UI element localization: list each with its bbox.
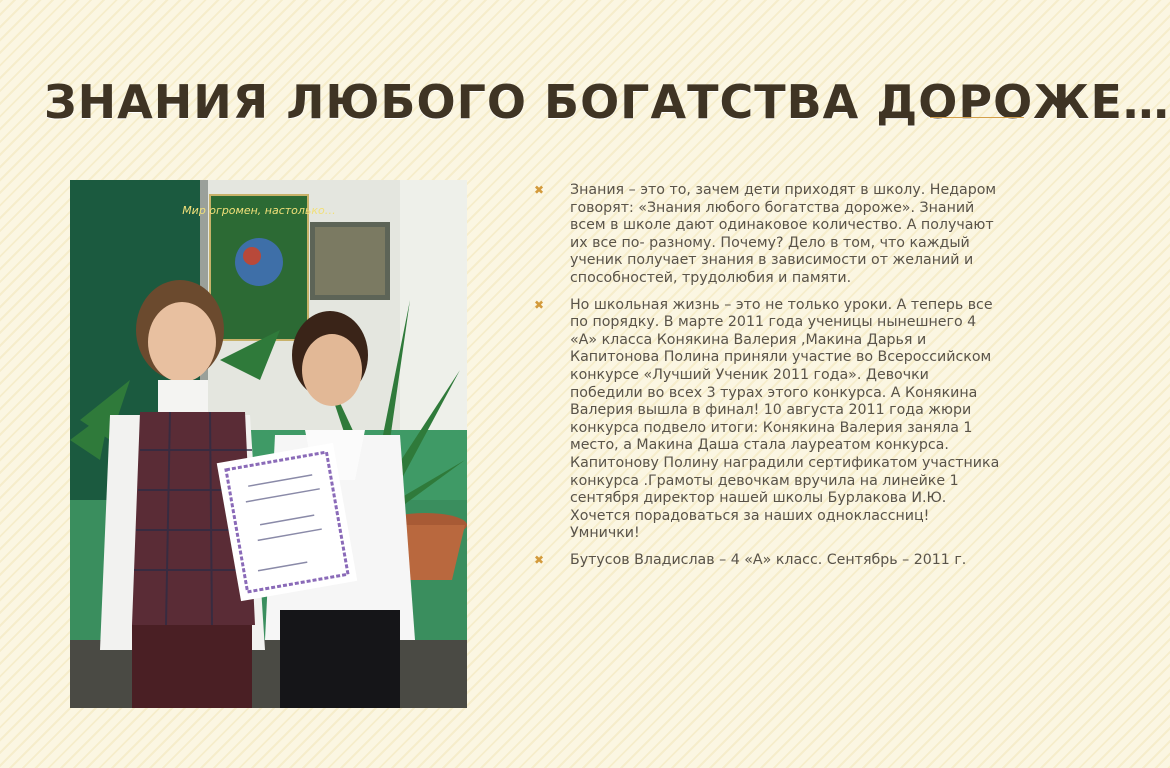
x-bullet-icon: ✖ xyxy=(534,552,545,567)
title-divider xyxy=(930,117,1024,118)
slide-photo xyxy=(70,180,467,708)
x-bullet-icon: ✖ xyxy=(534,183,545,197)
poster-text: Мир огромен, настолько… xyxy=(182,204,336,217)
bullet-item xyxy=(534,552,1002,570)
bullet-text: Бутусов Владислав – 4 «А» класс. Сентябрь – 2011 г. xyxy=(570,551,967,568)
slide-title: ЗНАНИЯ ЛЮБОГО БОГАТСТВА ДОРОЖЕ… xyxy=(44,75,1170,129)
bullet-text: Но школьная жизнь – это не только уроки. А теперь все по порядку. В марте 2011 года ученицы нынешнего 4 «А» класса Конякина Валерия ,Макина Дарья и Капитонова Полина приняли участие во Всероссийском конкурсе «Лучший Ученик 2011 года». Девочки победили во всех 3 турах этого конкурса. А Конякина Валерия вышла в финал! 10 августа 2011 года жюри конкурса подвело итоги: Конякина Валерия заняла 1 место, а Макина Даша стала лауреатом конкурса. Капитонову Полину наградили сертификатом участника конкурса .Грамоты девочкам вручила на линейке 1 сентября директор нашей школы Бурлакова И.Ю. Хочется порадоваться за наших одноклассниц! Умнички! xyxy=(570,296,1000,542)
bullet-text: Знания – это то, зачем дети приходят в школу. Недаром говорят: «Знания любого богатства дороже». Знаний всем в школе дают одинаковое количество. А получают их все по- разному. Почему? Дело в том, что каждый ученик получает знания в зависимости от желаний и способностей, трудолюбия и памяти. xyxy=(570,182,997,286)
bullet-list xyxy=(534,182,1002,578)
certificate xyxy=(217,443,358,601)
bullet-item xyxy=(534,182,1002,288)
bullet-item xyxy=(534,297,1002,543)
x-bullet-icon: ✖ xyxy=(534,297,545,312)
